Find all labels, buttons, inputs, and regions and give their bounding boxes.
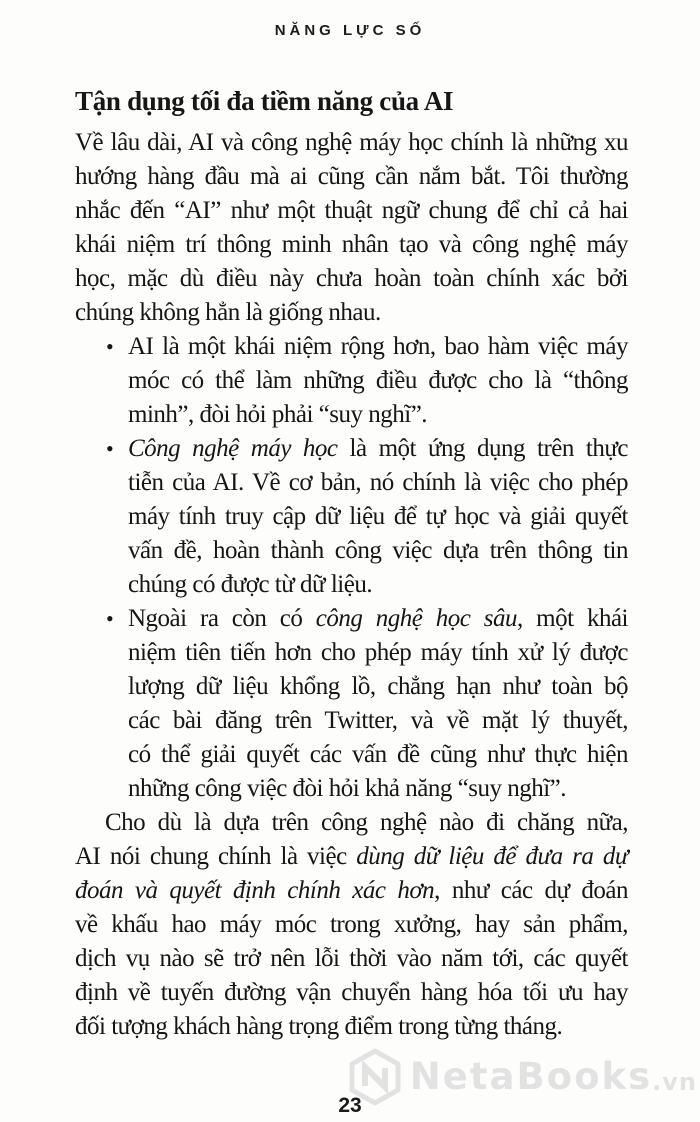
body-text-segment: Cho dù là dựa trên công nghệ nào đi chăng nữa,	[105, 809, 628, 836]
text-line	[75, 160, 628, 194]
text-line	[128, 772, 628, 806]
text-line	[128, 466, 628, 500]
body-text-segment: đối tượng khách hàng trọng điểm trong từng tháng.	[75, 1013, 563, 1040]
text-line	[128, 398, 628, 432]
text-line	[75, 976, 628, 1010]
body-text-segment: dịch vụ nào sẽ trở nên lỗi thời vào năm tới, các quyết	[75, 945, 628, 972]
paragraph	[75, 806, 628, 1044]
body-text-segment: niệm tiên tiến hơn cho phép máy tính xử lý được	[128, 639, 628, 666]
text-line	[75, 908, 628, 942]
emphasized-text: công nghệ học sâu	[315, 605, 518, 632]
bullet-item	[75, 602, 628, 806]
bullet-icon: •	[106, 436, 114, 461]
body-text-segment: định về tuyến đường vận chuyển hàng hóa tối ưu hay	[75, 979, 628, 1006]
body-text-segment: Về lâu dài, AI và công nghệ máy học chính là những xu	[75, 129, 628, 156]
text-line	[128, 704, 628, 738]
body-text-segment: máy tính truy cập dữ liệu để tự học và giải quyết	[128, 503, 628, 530]
bullet-item	[75, 330, 628, 432]
body-text-segment: Ngoài ra còn có	[128, 605, 316, 632]
text-line	[128, 636, 628, 670]
section-heading: Tận dụng tối đa tiềm năng của AI	[75, 86, 454, 116]
text-line	[128, 568, 628, 602]
body-text-segment: những công việc đòi hỏi khả năng “suy nghĩ”.	[128, 775, 566, 802]
paragraph	[75, 126, 628, 330]
body-text-segment: AI là một khái niệm rộng hơn, bao hàm việc máy	[128, 333, 628, 360]
text-line	[75, 1010, 628, 1044]
text-line	[75, 874, 628, 908]
text-line	[128, 670, 628, 704]
text-line	[128, 500, 628, 534]
body-text-segment: chúng không hẳn là giống nhau.	[75, 299, 381, 326]
text-line	[128, 602, 628, 636]
bullet-icon: •	[106, 606, 114, 631]
watermark-tld: .vn	[652, 1068, 697, 1096]
text-line	[75, 942, 628, 976]
emphasized-text: đoán và quyết định chính xác hơn	[75, 877, 435, 904]
text-line	[128, 738, 628, 772]
page-content	[75, 84, 628, 1044]
emphasized-text: Công nghệ máy học	[128, 435, 338, 462]
body-text-segment: nhắc đến “AI” như một thuật ngữ chung để chỉ cả hai	[75, 197, 628, 224]
text-line	[75, 262, 628, 296]
body-text-segment: học, mặc dù điều này chưa hoàn toàn chính xác bởi	[75, 265, 628, 292]
body-text-segment: hướng hàng đầu mà ai cũng cần nắm bắt. Tôi thường	[75, 163, 628, 190]
text-line	[128, 364, 628, 398]
text-line	[128, 534, 628, 568]
body-text-segment: , như các dự đoán	[434, 877, 629, 904]
body-text	[75, 126, 628, 1044]
body-text-segment: khái niệm trí thông minh nhân tạo và công nghệ máy	[75, 231, 628, 258]
text-line	[75, 296, 628, 330]
text-line	[75, 840, 628, 874]
running-header: NĂNG LỰC SỐ	[274, 22, 426, 39]
emphasized-text: dùng dữ liệu để đưa ra dự	[356, 843, 629, 870]
text-line	[75, 228, 628, 262]
bullet-icon: •	[106, 334, 114, 359]
text-line	[128, 432, 628, 466]
body-text-segment: móc có thể làm những điều được cho là “thông	[128, 367, 628, 394]
body-text-segment: AI nói chung chính là việc	[75, 843, 357, 870]
body-text-segment: tiễn của AI. Về cơ bản, nó chính là việc cho phép	[128, 469, 628, 496]
bullet-item	[75, 432, 628, 602]
body-text-segment: vấn đề, hoàn thành công việc dựa trên thông tin	[128, 537, 628, 564]
text-line	[128, 330, 628, 364]
watermark-brand: NetaBooks	[409, 1055, 653, 1098]
text-line	[75, 806, 628, 840]
body-text-segment: về khấu hao máy móc trong xưởng, hay sản phẩm,	[75, 911, 628, 938]
body-text-segment: minh”, đòi hỏi phải “suy nghĩ”.	[128, 401, 428, 428]
page-number: 23	[338, 1094, 362, 1117]
body-text-segment: các bài đăng trên Twitter, và về mặt lý thuyết,	[128, 707, 628, 734]
text-line	[75, 126, 628, 160]
body-text-segment: là một ứng dụng trên thực	[337, 435, 628, 462]
body-text-segment: chúng có được từ dữ liệu.	[128, 571, 373, 598]
body-text-segment: lượng dữ liệu khổng lồ, chẳng hạn như toàn bộ	[128, 673, 628, 700]
body-text-segment: , một khái	[517, 605, 628, 632]
text-line	[75, 194, 628, 228]
body-text-segment: có thể giải quyết các vấn đề cũng như thực hiện	[128, 741, 628, 768]
